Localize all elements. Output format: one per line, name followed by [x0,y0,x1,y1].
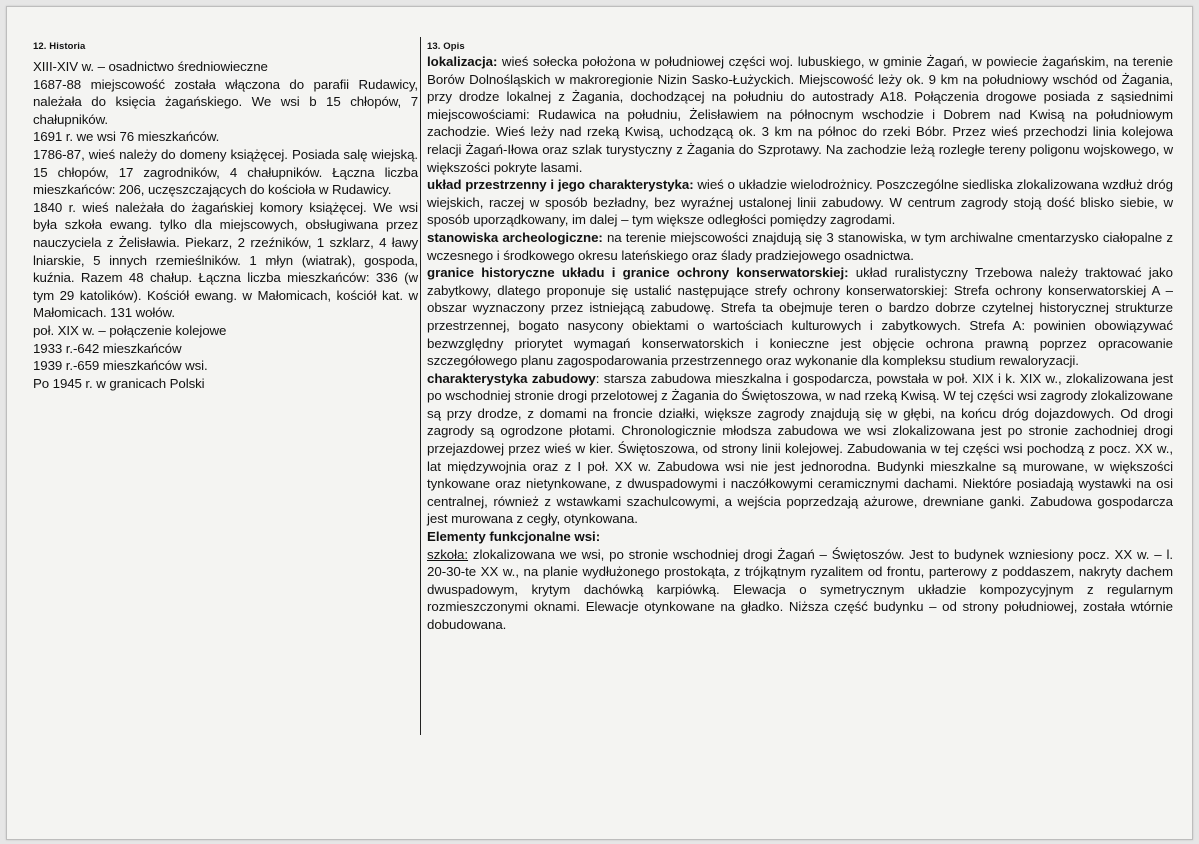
protection-label: granice historyczne układu i granice ochrony konserwatorskiej: [427,265,849,281]
history-entry: 1939 r.-659 mieszkańców wsi. [33,358,208,374]
history-entry: XIII-XIV w. – osadnictwo średniowieczne [33,59,268,74]
history-section-title: 12. Historia [33,41,86,52]
history-entry: 1786-87, wieś należy do domeny książęcej. Posiada salę wiejską. 15 chłopów, 17 zagrodników, 4 chałupników. Łączna liczba mieszkańców: 206, uczęszczających do kościoła w Rudawicy. [33,146,418,198]
location-label: lokalizacja: [427,54,498,69]
archaeology-text: na terenie miejscowości znajdują się 3 stanowiska, w tym archiwalne cmentarzysko ciałopalne z wczesnego i środkowego okresu lateńskiego oraz ślady pradziejowego osadnictwa. [427,229,1173,263]
history-column [33,41,418,392]
document-sheet [6,6,1193,840]
history-entry: 1691 r. we wsi 76 mieszkańców. [33,129,220,145]
history-entry: 1840 r. wieś należała do żagańskiej komory książęcej. We wsi była szkoła ewang. tylko dla miejscowych, obsługiwana przez nauczyciela z Żelisławia. Piekarz, 2 rzeźników, 1 szklarz, 4 ławy lniarskie, 5 innych rzemieślników. 1 młyn (wiatrak), gospoda, kuźnia. Razem 48 chałup. Łączna liczba mieszkańców: 336 (w tym 29 katolików). Kościół ewang. w Małomicach, kościół kat. w Małomicach. 131 wołów. [33,199,418,321]
location-text: wieś sołecka położona w południowej części woj. lubuskiego, w gminie Żagań, w powiecie żagańskim, na terenie Borów Dolnośląskich w makroregionie Nizin Sasko-Łużyckich. Miejscowość leży ok. 9 km na południowy wschód od Żagania, przy drodze lokalnej z Żagania, dochodzącej na południu do autostrady A18. Połączenia drogowe posiada z sąsiednimi miejscowościami: Rudawica na południu, Żelisławiem na północnym wschodzie i Dobrem nad Kwisą na południowym zachodzie. Wieś leży nad rzeką Kwisą, uchodzącą ok. 3 km na północ do rzeki Bóbr. Przez wieś przechodzi linia kolejowa relacji Żagań-Iłowa oraz szlak turystyczny z Żagania do Szprotawy. Na zachodzie leżą rozległe tereny poligonu wojskowego, w większości pokryte lasami. [427,54,1173,175]
description-section-title: 13. Opis [427,41,465,52]
history-entry: poł. XIX w. – połączenie kolejowe [33,322,227,338]
buildings-paragraph [427,370,1173,528]
buildings-label: charakterystyka zabudowy [427,370,596,386]
description-body [421,53,1173,634]
buildings-text: : starsza zabudowa mieszkalna i gospodarcza, powstała w poł. XIX i k. XIX w., zlokalizowana jest po wschodniej stronie drogi przelotowej z Żagania do Świętoszowa, w nad rzeką Kwisą. W tej części wsi zagrody zlokalizowane są przy drodze, z domami na froncie działki, większe zagrody znajdują się w głębi, na końcu dróg dojazdowych. Od drogi zagrody są ogrodzone płotami. Chronologicznie młodsza zabudowa we wsi zlokalizowana jest po stronie zachodniej drogi przejazdowej przez wieś w kier. Świętoszowa, od strony linii kolejowej. Zabudowania w tej części wsi pochodzą z pocz. XX w., lat międzywojnia oraz z I poł. XX w. Zabudowa wsi nie jest jednorodna. Budynki mieszkalne są murowane, w większości tynkowane oraz nietynkowane, z dwuspadowymi i naczółkowymi ceramicznymi dachami. Niektóre posiadają wystawki na osi centralnej, również z wstawkami szachulcowymi, a wejścia poprzedzają ażurowe, drewniane ganki. Zabudowa gospodarcza jest murowana z cegły, otynkowana. [427,370,1174,527]
layout-label: układ przestrzenny i jego charakterystyka: [427,177,694,193]
protection-text: układ ruralistyczny Trzebowa należy traktować jako zabytkowy, dlatego proponuje się ustalić następujące strefy ochrony konserwatorskiej: Strefa ochrony konserwatorskiej A – obszar wyznaczony przez istniejącą zabudowę. Strefa ta obejmuje teren o bardzo dobrze czytelnej historycznej strukturze przestrzennej, bogato nasycony obiektami o wartościach kulturowych i zabytkowych. Strefa A: powinien obowiązywać bezwzględny priorytet wymagań konserwatorskich i konieczne jest objęcie ochrona prawną poprzez opracowanie szczegółowego planu zagospodarowania przestrzennego oraz wykonanie dla kompleksu studium rewaloryzacji. [427,265,1173,369]
history-entry: Po 1945 r. w granicach Polski [33,375,205,391]
history-entry: 1687-88 miejscowość została włączona do parafii Rudawicy, należała do księcia żagańskiego. We wsi b 15 chłopów, 7 chałupników. [33,76,418,127]
layout-paragraph [427,176,1173,229]
school-paragraph [427,546,1173,634]
description-column [421,41,1173,634]
school-text: zlokalizowana we wsi, po stronie wschodniej drogi Żagań – Świętoszów. Jest to budynek wzniesiony pocz. XX w. – l. 20-30-te XX w., na planie wydłużonego prostokąta, z trójkątnym ryzalitem od frontu, parterowy z poddaszem, nakryty dachem dwuspadowym, krytym dachówką karpiówką. Elewacja o symetrycznym układzie kompozycyjnym z regularnym rozmieszczonymi oknami. Elewacje otynkowane na gładko. Niższa część budynku – od strony południowej, została wtórnie dobudowana. [427,546,1173,632]
history-entry: 1933 r.-642 mieszkańców [33,340,182,356]
history-body [33,58,418,392]
location-paragraph [427,53,1173,176]
functional-elements-label: Elementy funkcjonalne wsi: [427,529,601,545]
functional-elements-heading [427,528,1173,546]
archaeology-paragraph [427,229,1173,264]
archaeology-label: stanowiska archeologiczne: [427,229,603,245]
protection-paragraph [427,264,1173,370]
layout-text: wieś o układzie wielodrożnicy. Poszczególne siedliska zlokalizowana wzdłuż dróg wiejskich, raczej w sposób bezładny, bez wyraźnej ustalonej linii zabudowy. W centrum zagrody stoją dość blisko siebie, w sposób uporządkowany, im dalej – tym większe odległości pomiędzy zagrodami. [427,177,1174,228]
school-label: szkoła: [427,546,469,562]
